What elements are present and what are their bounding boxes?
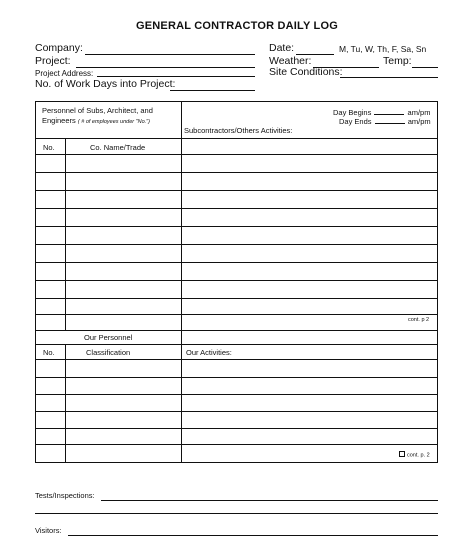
log-grid bbox=[35, 101, 438, 463]
project-address-label: Project Address: bbox=[35, 69, 94, 78]
section2-cont-text: cont. p. 2 bbox=[407, 452, 430, 459]
table-row-line bbox=[36, 262, 437, 263]
personnel-note: ( # of employees under "No.") bbox=[77, 119, 150, 125]
day-begins-suffix: am/pm bbox=[407, 108, 431, 117]
days-of-week[interactable]: M, Tu, W, Th, F, Sa, Sn bbox=[339, 44, 427, 54]
work-days-field[interactable] bbox=[170, 90, 255, 91]
date-label: Date: bbox=[269, 42, 295, 54]
day-ends-field[interactable] bbox=[375, 123, 405, 124]
section1-header-bottom bbox=[36, 154, 437, 155]
section2-col-no: No. bbox=[43, 348, 55, 357]
column-divider-main bbox=[181, 102, 182, 462]
work-days-label: No. of Work Days into Project: bbox=[35, 78, 176, 90]
checkbox-icon[interactable] bbox=[399, 451, 405, 457]
our-activities-label: Our Activities: bbox=[186, 348, 232, 357]
company-label: Company: bbox=[35, 42, 83, 54]
site-conditions-field[interactable] bbox=[340, 77, 438, 78]
section1-col-no: No. bbox=[43, 143, 55, 152]
section2-cont-note bbox=[399, 451, 430, 459]
project-address-field[interactable] bbox=[97, 76, 255, 77]
section2-col-classification: Classification bbox=[86, 348, 131, 357]
temp-label: Temp: bbox=[383, 55, 412, 67]
temp-field[interactable] bbox=[412, 67, 438, 68]
company-field[interactable] bbox=[85, 54, 255, 55]
table-row-line bbox=[36, 444, 437, 445]
form-title: GENERAL CONTRACTOR DAILY LOG bbox=[136, 20, 338, 32]
tests-inspections-label: Tests/Inspections: bbox=[35, 491, 95, 500]
section1-cont-note: cont. p 2 bbox=[408, 317, 430, 323]
table-row-line bbox=[36, 394, 437, 395]
table-row-line bbox=[36, 411, 437, 412]
table-row-line bbox=[36, 244, 437, 245]
section1-header-top bbox=[36, 138, 437, 139]
day-begins-field[interactable] bbox=[374, 114, 404, 115]
day-ends-row bbox=[339, 117, 431, 126]
personnel-heading-line2 bbox=[42, 116, 150, 125]
subcontractor-activities-label: Subcontractors/Others Activities: bbox=[184, 126, 293, 135]
tests-inspections-field-2[interactable] bbox=[35, 513, 438, 514]
personnel-heading-engineers: Engineers bbox=[42, 116, 76, 125]
project-field[interactable] bbox=[76, 67, 255, 68]
visitors-field[interactable] bbox=[68, 535, 438, 536]
personnel-heading-line1: Personnel of Subs, Architect, and bbox=[42, 106, 153, 115]
visitors-label: Visitors: bbox=[35, 526, 62, 535]
table-row-line bbox=[36, 172, 437, 173]
table-row-line bbox=[36, 208, 437, 209]
site-conditions-label: Site Conditions: bbox=[269, 66, 343, 78]
table-row-line bbox=[36, 298, 437, 299]
section1-end-line bbox=[36, 330, 437, 331]
day-ends-suffix: am/pm bbox=[407, 117, 431, 126]
tests-inspections-field[interactable] bbox=[101, 500, 438, 501]
table-row-line bbox=[36, 226, 437, 227]
table-row-line bbox=[36, 377, 437, 378]
column-divider-no-1 bbox=[65, 138, 66, 330]
table-row-line bbox=[36, 314, 437, 315]
section1-col-name: Co. Name/Trade bbox=[90, 143, 146, 152]
section2-header-bottom bbox=[36, 359, 437, 360]
project-label: Project: bbox=[35, 55, 71, 67]
table-row-line bbox=[36, 190, 437, 191]
day-ends-label: Day Ends bbox=[339, 117, 372, 126]
day-begins-label: Day Begins bbox=[333, 108, 372, 117]
section2-header-top bbox=[36, 344, 437, 345]
table-row-line bbox=[36, 280, 437, 281]
day-begins-row bbox=[333, 108, 430, 117]
table-row-line bbox=[36, 428, 437, 429]
our-personnel-heading: Our Personnel bbox=[84, 333, 133, 342]
weather-label: Weather: bbox=[269, 55, 312, 67]
